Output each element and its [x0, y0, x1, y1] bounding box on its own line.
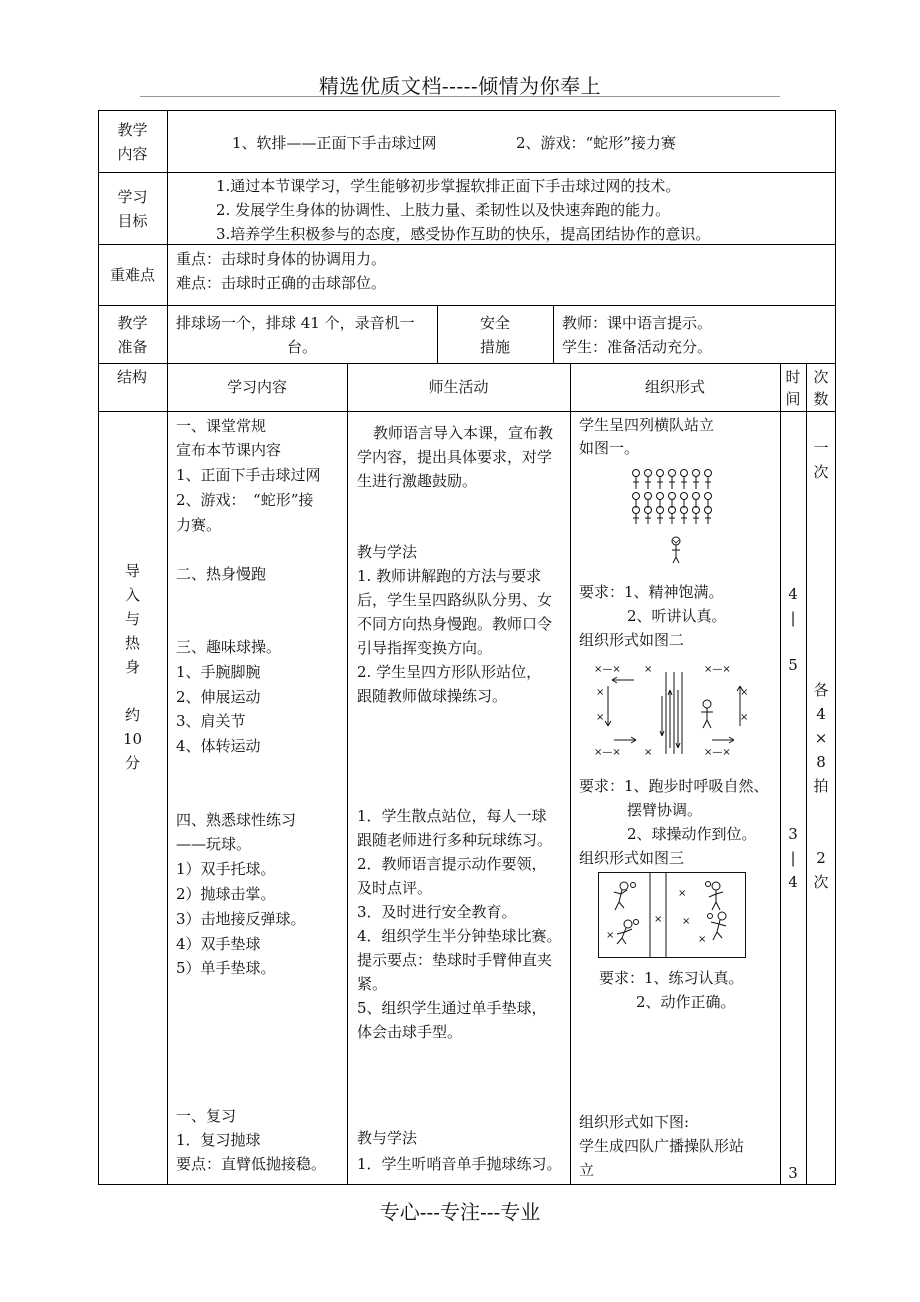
header-content: 学习内容 — [226, 378, 287, 396]
content-line: 三、趣味球操。 — [176, 638, 282, 656]
svg-text:×: × — [654, 914, 663, 925]
safety-label: 安全 — [479, 314, 510, 332]
organization-line: 组织形式如图二 — [579, 631, 685, 649]
student-figure — [614, 882, 636, 910]
teacher-figure — [701, 700, 713, 728]
difficult-point: 难点：击球时正确的击球部位。 — [176, 274, 387, 292]
activity-line: 1．学生听哨音单手抛球练习。 — [357, 1155, 562, 1173]
section-label-char: 热 — [124, 634, 140, 652]
count-mark: 4 — [816, 705, 826, 723]
document-header-title: 精选优质文档-----倾情为你奉上 — [318, 74, 602, 98]
goal-text: 2. 发展学生身体的协调性、上肢力量、柔韧性以及快速奔跑的能力。 — [216, 201, 671, 219]
column-divider — [347, 363, 348, 1185]
activity-line: 2．教师语言提示动作要领， — [357, 855, 547, 873]
student-row — [633, 470, 712, 490]
organization-line: 如图一。 — [579, 439, 640, 457]
row-divider — [98, 363, 836, 364]
time-mark: 5 — [788, 656, 798, 674]
activity-line: 引导指挥变换方向。 — [357, 639, 493, 657]
svg-text:×—×: ×—× — [594, 664, 621, 675]
content-line: 2、伸展运动 — [176, 688, 261, 706]
safety-student: 学生：准备活动充分。 — [562, 338, 713, 356]
organization-line: 2、球操动作到位。 — [627, 825, 757, 843]
formation-figure-one — [628, 468, 724, 568]
header-time: 间 — [785, 390, 801, 408]
content-line: 一、复习 — [176, 1107, 237, 1125]
activity-line: 提示要点：垫球时手臂伸直夹 — [357, 951, 553, 969]
activity-line: 2. 学生呈四方形队形站位， — [357, 663, 542, 681]
student-figure — [706, 882, 724, 911]
safety-teacher: 教师：课中语言提示。 — [562, 314, 713, 332]
section-label-char: 分 — [124, 754, 140, 772]
student-row — [633, 493, 712, 509]
row-divider — [98, 172, 836, 173]
key-row-label: 重难点 — [109, 266, 155, 284]
student-figure — [708, 912, 727, 940]
activity-line: 3．及时进行安全教育。 — [357, 903, 517, 921]
svg-text:×—×: ×—× — [704, 747, 731, 758]
activity-line: 4．组织学生半分钟垫球比赛。 — [357, 927, 562, 945]
goal-row-label: 目标 — [117, 212, 148, 230]
header-activity: 师生活动 — [428, 378, 489, 396]
prep-text: 台。 — [286, 338, 317, 356]
organization-line: 学生呈四列横队站立 — [579, 416, 715, 434]
svg-text:×: × — [606, 930, 615, 941]
activity-line: 跟随教师做球操练习。 — [357, 687, 508, 705]
goal-text: 1.通过本节课学习，学生能够初步掌握软排正面下手击球过网的技术。 — [216, 177, 681, 195]
time-mark: 3 — [788, 1164, 798, 1182]
count-mark: 各 — [813, 681, 829, 699]
count-mark: × — [814, 729, 828, 747]
activity-line: 1. 教师讲解跑的方法与要求 — [357, 567, 542, 585]
header-organization: 组织形式 — [644, 378, 705, 396]
time-mark: 4 — [788, 873, 798, 891]
svg-text:×: × — [740, 712, 749, 723]
content-line: 1、手腕脚腕 — [176, 663, 261, 681]
svg-text:×: × — [698, 934, 707, 945]
activity-line: 后，学生呈四路纵队分男、女 — [357, 591, 553, 609]
svg-text:×: × — [596, 687, 605, 698]
content-line: 4、体转运动 — [176, 737, 261, 755]
goal-text: 3.培养学生积极参与的态度，感受协作互助的快乐，提高团结协作的意识。 — [216, 225, 711, 243]
document-footer-title: 专心---专注---专业 — [379, 1200, 541, 1224]
activity-line: 教师语言导入本课，宣布教 — [373, 424, 554, 442]
time-mark: 3 — [788, 825, 798, 843]
activity-line: 不同方向热身慢跑。教师口令 — [357, 615, 553, 633]
activity-line: 跟随老师进行多种玩球练习。 — [357, 831, 553, 849]
count-mark: 拍 — [813, 777, 829, 795]
content-line: 2、游戏： “蛇形”接 — [176, 491, 314, 509]
section-label-char: 与 — [124, 610, 140, 628]
content-line: 1）双手托球。 — [176, 860, 276, 878]
column-divider — [553, 305, 554, 363]
organization-line: 要求：1、跑步时呼吸自然、 — [579, 777, 769, 795]
header-divider — [140, 96, 780, 97]
content-item: 2、游戏：“蛇形”接力赛 — [516, 134, 676, 152]
key-point: 重点：击球时身体的协调用力。 — [176, 250, 387, 268]
section-label-char: 约 — [124, 706, 140, 724]
content-line: ——玩球。 — [176, 835, 252, 853]
section-label-char: 10 — [122, 730, 143, 748]
activity-line: 教与学法 — [357, 1129, 418, 1147]
svg-text:×: × — [740, 687, 749, 698]
header-count: 次 — [813, 368, 829, 386]
content-item: 1、软排——正面下手击球过网 — [232, 134, 437, 152]
svg-text:×: × — [644, 747, 653, 758]
organization-line: 学生成四队广播操队形站 — [579, 1137, 745, 1155]
content-line: 力赛。 — [176, 516, 222, 534]
row-divider — [98, 411, 836, 412]
svg-text:×: × — [682, 916, 691, 927]
activity-line: 生进行激趣鼓励。 — [357, 472, 478, 490]
organization-line: 立 — [579, 1161, 595, 1179]
column-divider — [570, 363, 571, 1185]
safety-label: 措施 — [479, 338, 510, 356]
column-divider — [167, 110, 168, 1185]
content-line: 2）抛球击掌。 — [176, 885, 276, 903]
content-line: 二、热身慢跑 — [176, 565, 267, 583]
organization-line: 2、动作正确。 — [636, 993, 736, 1011]
header-time: 时 — [785, 368, 801, 386]
content-line: 3）击地接反弹球。 — [176, 910, 306, 928]
content-line: 要点：直臂低抛接稳。 — [176, 1155, 327, 1173]
activity-line: 1．学生散点站位，每人一球 — [357, 807, 547, 825]
prep-row-label: 教学 — [117, 314, 148, 332]
teacher-figure — [672, 537, 680, 563]
activity-line: 及时点评。 — [357, 879, 433, 897]
row-divider — [98, 305, 836, 306]
content-line: 一、课堂常规 — [176, 417, 267, 435]
time-mark: | — [790, 609, 796, 627]
svg-text:×—×: ×—× — [704, 664, 731, 675]
organization-line: 要求：1、练习认真。 — [599, 969, 744, 987]
content-row-label: 内容 — [117, 145, 148, 163]
activity-line: 紧。 — [357, 975, 388, 993]
activity-line: 5、组织学生通过单手垫球， — [357, 999, 547, 1017]
prep-text: 排球场一个，排球 41 个，录音机一 — [176, 314, 415, 332]
section-label-char: 入 — [124, 586, 140, 604]
content-line: 3、肩关节 — [176, 712, 246, 730]
count-mark: 次 — [813, 873, 829, 891]
content-line: 1、正面下手击球过网 — [176, 466, 321, 484]
goal-row-label: 学习 — [117, 188, 148, 206]
svg-text:×: × — [644, 664, 653, 675]
content-line: 1．复习抛球 — [176, 1131, 261, 1149]
organization-line: 2、听讲认真。 — [627, 607, 727, 625]
student-figure — [617, 920, 639, 945]
organization-line: 摆臂协调。 — [627, 801, 703, 819]
section-label-char: 导 — [124, 562, 140, 580]
svg-text:×: × — [678, 888, 687, 899]
activity-line: 教与学法 — [357, 543, 418, 561]
time-mark: 4 — [788, 585, 798, 603]
section-label-char: 身 — [124, 658, 140, 676]
activity-line: 学内容，提出具体要求，对学 — [357, 448, 553, 466]
svg-text:×: × — [596, 712, 605, 723]
organization-line: 组织形式如图三 — [579, 849, 685, 867]
count-mark: 一 — [813, 439, 829, 457]
student-row — [633, 507, 712, 525]
count-mark: 次 — [813, 463, 829, 481]
content-line: 4）双手垫球 — [176, 935, 261, 953]
content-line: 5）单手垫球。 — [176, 959, 276, 977]
formation-figure-three — [598, 872, 746, 958]
time-mark: | — [790, 849, 796, 867]
count-mark: 2 — [816, 849, 826, 867]
count-mark: 8 — [816, 753, 826, 771]
formation-figure-two — [592, 660, 760, 760]
header-count: 数 — [813, 390, 829, 408]
svg-text:×—×: ×—× — [594, 747, 621, 758]
activity-line: 体会击球手型。 — [357, 1023, 463, 1041]
content-line: 宣布本节课内容 — [176, 441, 282, 459]
prep-row-label: 准备 — [117, 338, 148, 356]
content-row-label: 教学 — [117, 121, 148, 139]
header-structure: 结构 — [117, 368, 148, 386]
organization-line: 要求：1、精神饱满。 — [579, 583, 724, 601]
column-divider — [780, 363, 781, 1185]
organization-line: 组织形式如下图: — [579, 1113, 690, 1131]
column-divider — [806, 363, 807, 1185]
content-line: 四、熟悉球性练习 — [176, 811, 297, 829]
